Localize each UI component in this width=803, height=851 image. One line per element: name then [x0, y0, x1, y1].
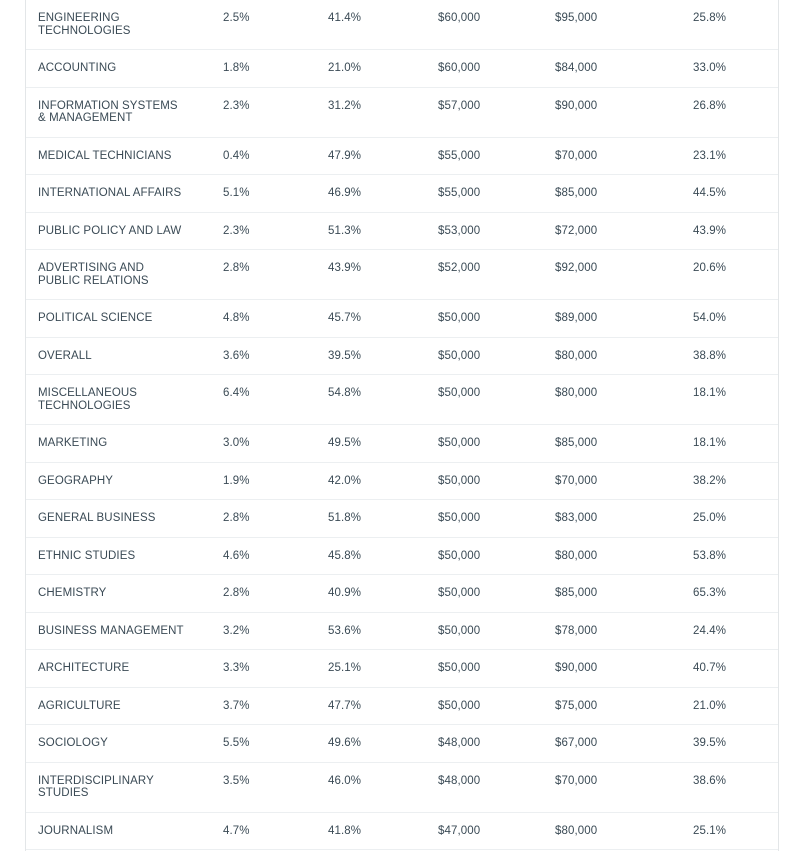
grad-degree-cell: 54.0%	[693, 312, 727, 324]
mid-career-wage-cell: $70,000	[555, 149, 598, 162]
major-cell: POLITICAL SCIENCE	[38, 312, 153, 324]
early-career-wage-cell: $60,000	[438, 12, 481, 24]
underemployment-cell: 41.8%	[328, 824, 362, 837]
mid-career-wage-cell: $85,000	[555, 187, 598, 199]
early-career-wage-cell: $50,000	[438, 474, 481, 487]
major-cell: OVERALL	[38, 349, 92, 362]
mid-career-wage-cell: $80,000	[555, 824, 598, 837]
table-row	[26, 725, 778, 763]
unemployment-cell: 2.8%	[223, 262, 250, 274]
unemployment-cell: 3.3%	[223, 662, 250, 674]
early-career-wage-cell: $48,000	[438, 737, 481, 749]
underemployment-cell: 40.9%	[328, 587, 362, 599]
major-cell: ARCHITECTURE	[38, 662, 130, 674]
grad-degree-cell: 25.1%	[693, 824, 727, 837]
underemployment-cell: 53.6%	[328, 624, 362, 637]
major-cell: AGRICULTURE	[38, 699, 121, 712]
unemployment-cell: 3.0%	[223, 437, 250, 449]
underemployment-cell: 31.2%	[328, 99, 362, 112]
grad-degree-cell: 23.1%	[693, 149, 727, 162]
table-row	[26, 138, 778, 176]
grad-degree-cell: 24.4%	[693, 624, 727, 637]
early-career-wage-cell: $53,000	[438, 224, 481, 237]
grad-degree-cell: 44.5%	[693, 187, 727, 199]
unemployment-cell: 2.5%	[223, 12, 250, 24]
major-cell: ETHNIC STUDIES	[38, 549, 136, 562]
table-row	[26, 250, 778, 300]
mid-career-wage-cell: $85,000	[555, 437, 598, 449]
mid-career-wage-cell: $75,000	[555, 699, 598, 712]
underemployment-cell: 41.4%	[328, 12, 362, 24]
unemployment-cell: 1.9%	[223, 474, 250, 487]
table-row	[26, 425, 778, 463]
underemployment-cell: 51.8%	[328, 512, 362, 524]
mid-career-wage-cell: $90,000	[555, 662, 598, 674]
early-career-wage-cell: $50,000	[438, 549, 481, 562]
major-cell: PUBLIC POLICY AND LAW	[38, 224, 182, 237]
early-career-wage-cell: $57,000	[438, 99, 481, 112]
unemployment-cell: 3.6%	[223, 349, 250, 362]
unemployment-cell: 2.8%	[223, 587, 250, 599]
unemployment-cell: 1.8%	[223, 62, 250, 74]
mid-career-wage-cell: $67,000	[555, 737, 598, 749]
unemployment-cell: 2.3%	[223, 99, 250, 112]
underemployment-cell: 51.3%	[328, 224, 362, 237]
major-cell: MEDICAL TECHNICIANS	[38, 149, 172, 162]
underemployment-cell: 45.7%	[328, 312, 362, 324]
major-cell: JOURNALISM	[38, 824, 114, 837]
grad-degree-cell: 38.2%	[693, 474, 727, 487]
table-row	[26, 300, 778, 338]
early-career-wage-cell: $50,000	[438, 587, 481, 599]
early-career-wage-cell: $47,000	[438, 824, 481, 837]
table-row	[26, 613, 778, 651]
table-row	[26, 813, 778, 851]
grad-degree-cell: 26.8%	[693, 99, 727, 112]
mid-career-wage-cell: $90,000	[555, 99, 598, 112]
table-row	[26, 375, 778, 425]
major-cell: GENERAL BUSINESS	[38, 512, 156, 524]
underemployment-cell: 21.0%	[328, 62, 362, 74]
table-row	[26, 0, 778, 50]
mid-career-wage-cell: $84,000	[555, 62, 598, 74]
mid-career-wage-cell: $80,000	[555, 349, 598, 362]
mid-career-wage-cell: $92,000	[555, 262, 598, 274]
grad-degree-cell: 39.5%	[693, 737, 727, 749]
table-row	[26, 538, 778, 576]
grad-degree-cell: 38.6%	[693, 774, 727, 787]
table-row	[26, 88, 778, 138]
table-row	[26, 575, 778, 613]
grad-degree-cell: 25.0%	[693, 512, 727, 524]
table-row	[26, 175, 778, 213]
grad-degree-cell: 53.8%	[693, 549, 727, 562]
mid-career-wage-cell: $70,000	[555, 774, 598, 787]
underemployment-cell: 47.9%	[328, 149, 362, 162]
table-row	[26, 50, 778, 88]
grad-degree-cell: 25.8%	[693, 12, 727, 24]
early-career-wage-cell: $50,000	[438, 387, 481, 399]
early-career-wage-cell: $50,000	[438, 512, 481, 524]
underemployment-cell: 45.8%	[328, 549, 362, 562]
underemployment-cell: 39.5%	[328, 349, 362, 362]
unemployment-cell: 4.8%	[223, 312, 250, 324]
unemployment-cell: 3.2%	[223, 624, 250, 637]
major-cell: BUSINESS MANAGEMENT	[38, 624, 184, 637]
underemployment-cell: 47.7%	[328, 699, 362, 712]
grad-degree-cell: 18.1%	[693, 437, 727, 449]
grad-degree-cell: 40.7%	[693, 662, 727, 674]
mid-career-wage-cell: $80,000	[555, 549, 598, 562]
major-cell: ACCOUNTING	[38, 62, 117, 74]
mid-career-wage-cell: $85,000	[555, 587, 598, 599]
early-career-wage-cell: $50,000	[438, 662, 481, 674]
early-career-wage-cell: $48,000	[438, 774, 481, 787]
unemployment-cell: 2.8%	[223, 512, 250, 524]
mid-career-wage-cell: $70,000	[555, 474, 598, 487]
underemployment-cell: 54.8%	[328, 387, 362, 399]
unemployment-cell: 5.5%	[223, 737, 250, 749]
table-row	[26, 688, 778, 726]
major-cell: SOCIOLOGY	[38, 737, 108, 749]
grad-degree-cell: 21.0%	[693, 699, 727, 712]
underemployment-cell: 46.0%	[328, 774, 362, 787]
unemployment-cell: 6.4%	[223, 387, 250, 399]
underemployment-cell: 49.6%	[328, 737, 362, 749]
major-cell: INTERDISCIPLINARY STUDIES	[38, 774, 154, 799]
major-cell: INFORMATION SYSTEMS & MANAGEMENT	[38, 99, 178, 124]
mid-career-wage-cell: $80,000	[555, 387, 598, 399]
early-career-wage-cell: $55,000	[438, 187, 481, 199]
early-career-wage-cell: $50,000	[438, 699, 481, 712]
early-career-wage-cell: $52,000	[438, 262, 481, 274]
early-career-wage-cell: $60,000	[438, 62, 481, 74]
major-cell: MARKETING	[38, 437, 108, 449]
table-row	[26, 213, 778, 251]
early-career-wage-cell: $55,000	[438, 149, 481, 162]
mid-career-wage-cell: $89,000	[555, 312, 598, 324]
early-career-wage-cell: $50,000	[438, 437, 481, 449]
unemployment-cell: 2.3%	[223, 224, 250, 237]
unemployment-cell: 4.7%	[223, 824, 250, 837]
unemployment-cell: 4.6%	[223, 549, 250, 562]
table-row	[26, 463, 778, 501]
major-cell: CHEMISTRY	[38, 587, 107, 599]
table-row	[26, 500, 778, 538]
unemployment-cell: 0.4%	[223, 149, 250, 162]
underemployment-cell: 25.1%	[328, 662, 362, 674]
unemployment-cell: 5.1%	[223, 187, 250, 199]
majors-table	[25, 0, 779, 851]
major-cell: MISCELLANEOUS TECHNOLOGIES	[38, 387, 138, 412]
major-cell: INTERNATIONAL AFFAIRS	[38, 187, 182, 199]
major-cell: ADVERTISING AND PUBLIC RELATIONS	[38, 262, 149, 287]
grad-degree-cell: 33.0%	[693, 62, 727, 74]
mid-career-wage-cell: $83,000	[555, 512, 598, 524]
early-career-wage-cell: $50,000	[438, 624, 481, 637]
grad-degree-cell: 43.9%	[693, 224, 727, 237]
underemployment-cell: 42.0%	[328, 474, 362, 487]
major-cell: GEOGRAPHY	[38, 474, 114, 487]
grad-degree-cell: 18.1%	[693, 387, 727, 399]
early-career-wage-cell: $50,000	[438, 349, 481, 362]
grad-degree-cell: 20.6%	[693, 262, 727, 274]
unemployment-cell: 3.7%	[223, 699, 250, 712]
grad-degree-cell: 38.8%	[693, 349, 727, 362]
mid-career-wage-cell: $72,000	[555, 224, 598, 237]
underemployment-cell: 46.9%	[328, 187, 362, 199]
unemployment-cell: 3.5%	[223, 774, 250, 787]
table-row	[26, 763, 778, 813]
underemployment-cell: 49.5%	[328, 437, 362, 449]
mid-career-wage-cell: $78,000	[555, 624, 598, 637]
underemployment-cell: 43.9%	[328, 262, 362, 274]
early-career-wage-cell: $50,000	[438, 312, 481, 324]
table-row	[26, 650, 778, 688]
grad-degree-cell: 65.3%	[693, 587, 727, 599]
mid-career-wage-cell: $95,000	[555, 12, 598, 24]
major-cell: ENGINEERING TECHNOLOGIES	[38, 12, 131, 37]
table-row	[26, 338, 778, 376]
